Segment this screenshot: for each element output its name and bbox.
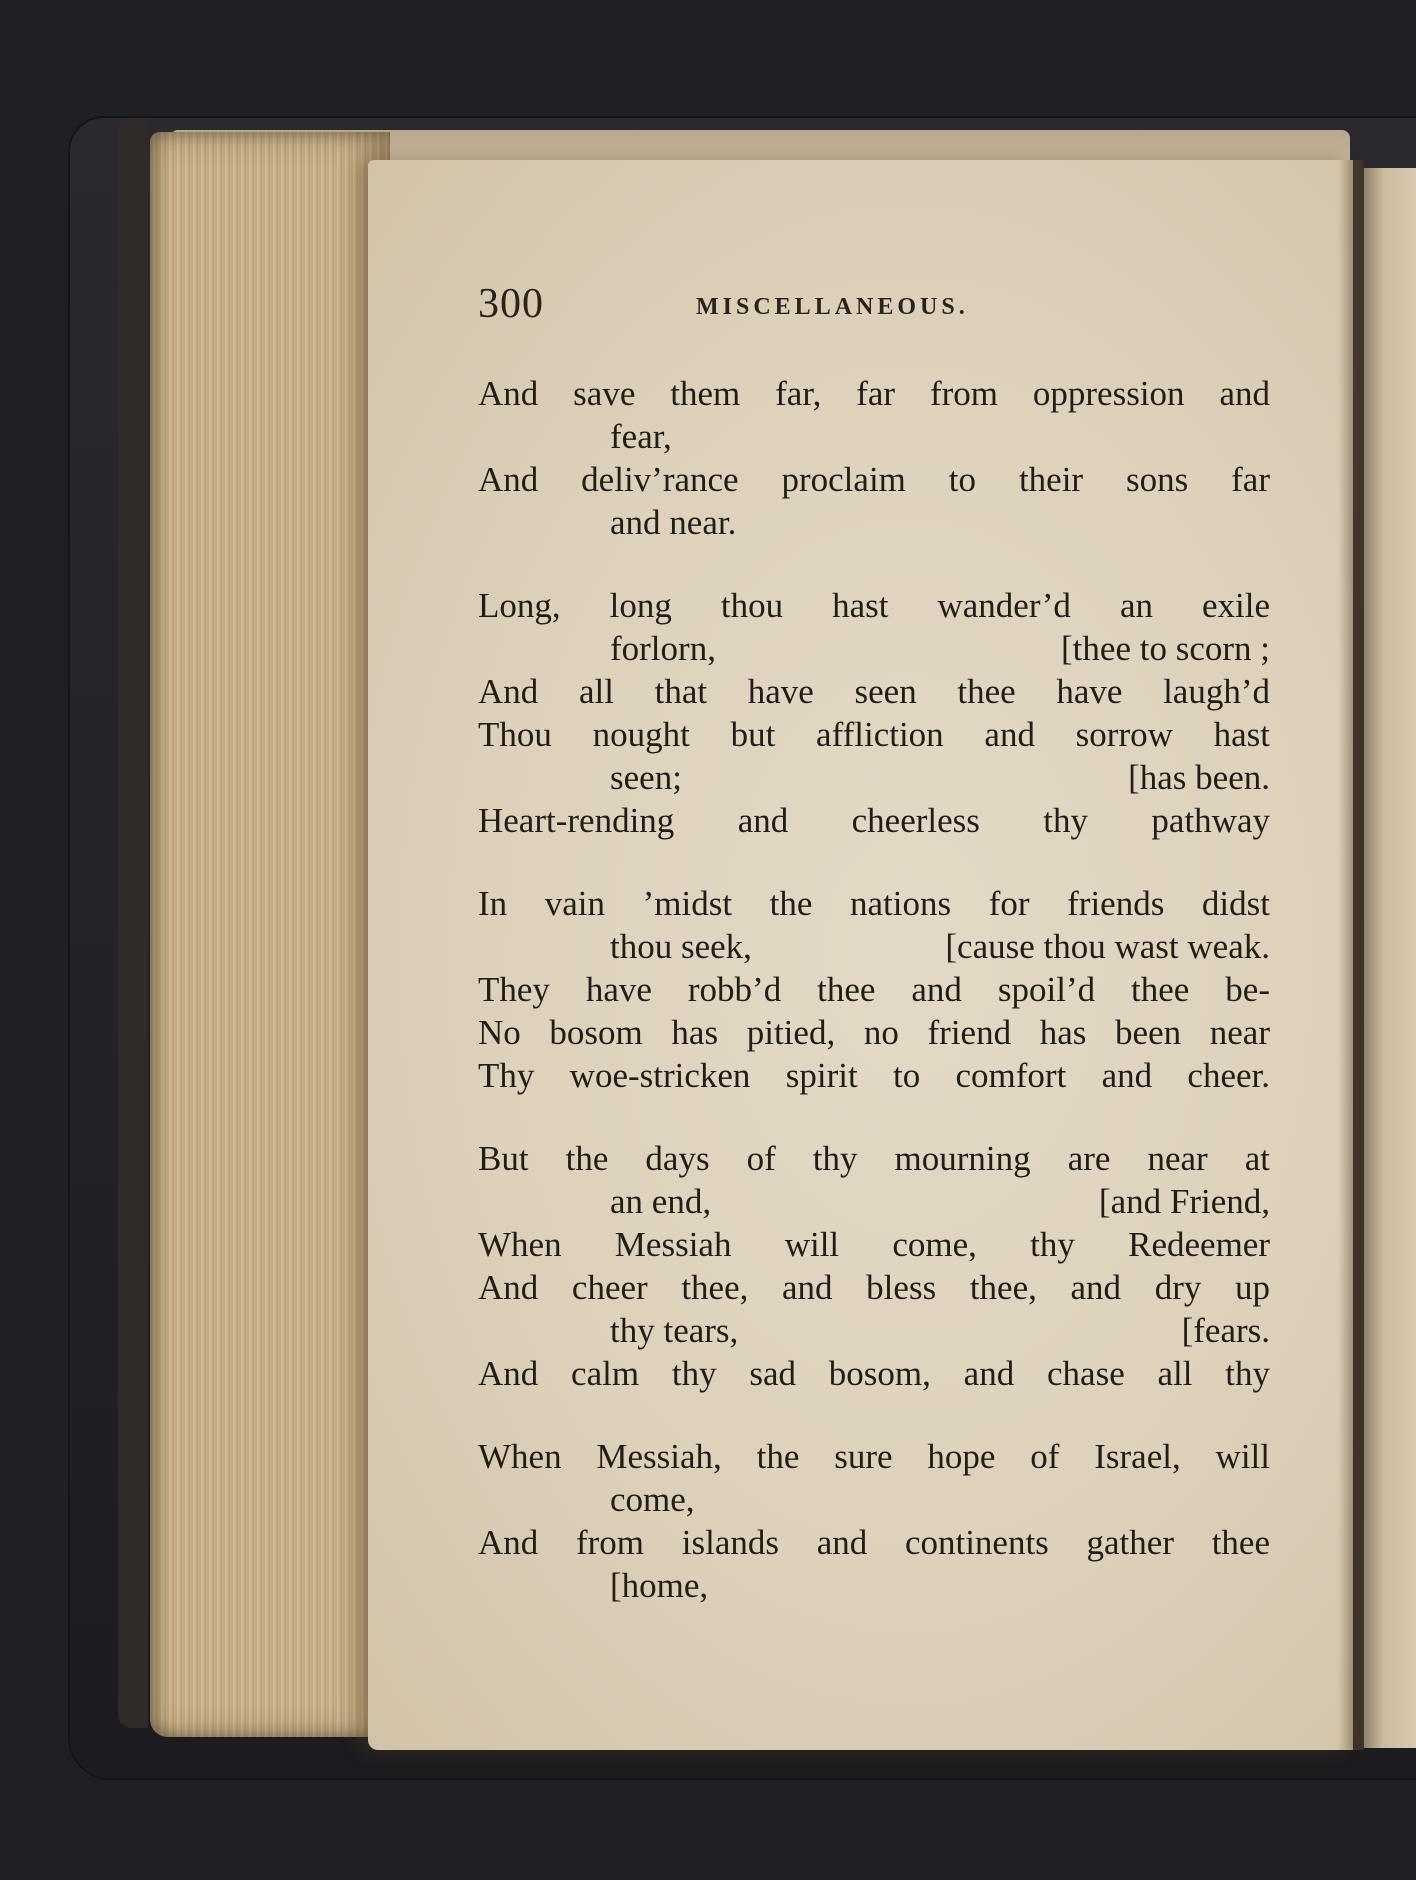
stanza [478, 882, 1270, 1097]
poem-line [478, 1521, 1270, 1564]
line-text: Heart-rending and cheerless thy pathway [478, 801, 1270, 840]
line-text: fear, [610, 417, 672, 456]
poem-line [478, 1435, 1270, 1478]
line-text: And calm thy sad bosom, and chase all thy [478, 1354, 1270, 1393]
line-text: And cheer thee, and bless thee, and dry up [478, 1268, 1270, 1307]
line-text: an end, [610, 1182, 712, 1221]
poem-line [478, 1352, 1270, 1395]
line-text: In vain ’midst the nations for friends didst [478, 884, 1270, 923]
line-text: forlorn, [610, 629, 716, 668]
poem-line [478, 799, 1270, 842]
poem-line [478, 415, 1270, 458]
stanza [478, 584, 1270, 842]
poem-line [478, 925, 1270, 968]
poem-line [478, 458, 1270, 501]
poem-line [478, 756, 1270, 799]
line-text: But the days of thy mourning are near at [478, 1139, 1270, 1178]
poem-line [478, 882, 1270, 925]
poem-line [478, 627, 1270, 670]
page-fore-edge [150, 132, 390, 1737]
line-text: and near. [610, 503, 737, 542]
line-text: [home, [610, 1566, 709, 1605]
page-gutter [1338, 160, 1364, 1750]
poem-line [478, 968, 1270, 1011]
poem-line [478, 1223, 1270, 1266]
line-text: Thou nought but affliction and sorrow hast [478, 715, 1270, 754]
turnover-text: [fears. [1181, 1311, 1270, 1350]
line-text: Thy woe-stricken spirit to comfort and cheer. [478, 1056, 1270, 1095]
poem-line [478, 1564, 1270, 1607]
poem-line [478, 1266, 1270, 1309]
facing-page-sliver [1362, 168, 1416, 1748]
poem-line [478, 670, 1270, 713]
turnover-text: [cause thou wast weak. [945, 927, 1270, 966]
line-text: come, [610, 1480, 695, 1519]
poem-line [478, 501, 1270, 544]
turnover-text: [has been. [1128, 758, 1270, 797]
poem-line [478, 584, 1270, 627]
poem-line [478, 713, 1270, 756]
line-text: And save them far, far from oppression and [478, 374, 1270, 413]
stanza [478, 1435, 1270, 1607]
line-text: No bosom has pitied, no friend has been near [478, 1013, 1270, 1052]
poem-line [478, 1137, 1270, 1180]
line-text: And from islands and continents gather thee [478, 1523, 1270, 1562]
poem-line [478, 1478, 1270, 1521]
poem-line [478, 1309, 1270, 1352]
stanza [478, 372, 1270, 544]
line-text: seen; [610, 758, 682, 797]
turnover-text: [thee to scorn ; [1061, 629, 1270, 668]
book-spine-edge [118, 118, 148, 1728]
poem-line [478, 1011, 1270, 1054]
line-text: When Messiah, the sure hope of Israel, will [478, 1437, 1270, 1476]
line-text: And all that have seen thee have laugh’d [478, 672, 1270, 711]
poem-text [478, 372, 1270, 1647]
line-text: And deliv’rance proclaim to their sons far [478, 460, 1270, 499]
poem-line [478, 1180, 1270, 1223]
line-text: Long, long thou hast wander’d an exile [478, 586, 1270, 625]
poem-line [478, 372, 1270, 415]
line-text: thy tears, [610, 1311, 739, 1350]
line-text: thou seek, [610, 927, 752, 966]
page-number: 300 [478, 281, 544, 327]
turnover-text: [and Friend, [1098, 1182, 1270, 1221]
line-text: They have robb’d thee and spoil’d thee be- [478, 970, 1270, 1009]
section-title: MISCELLANEOUS. [696, 294, 969, 320]
stanza [478, 1137, 1270, 1395]
poem-line [478, 1054, 1270, 1097]
line-text: When Messiah will come, thy Redeemer [478, 1225, 1270, 1264]
